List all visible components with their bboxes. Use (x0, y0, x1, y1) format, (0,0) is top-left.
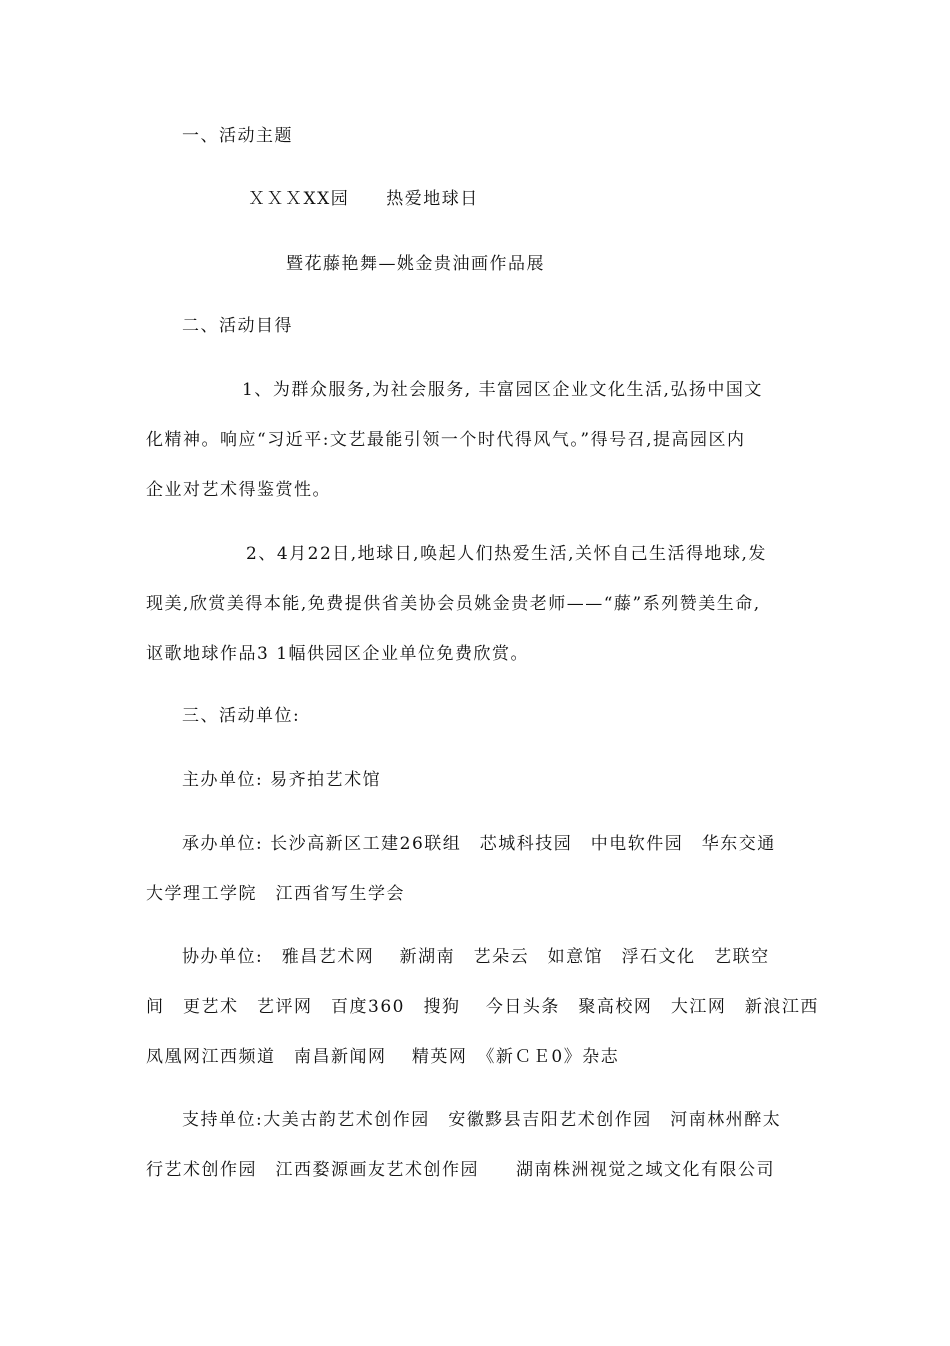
purpose-p1-line3: 企业对艺术得鉴赏性。 (146, 480, 331, 500)
co-organizer-line2: 间 更艺术 艺评网 百度360 搜狗 今日头条 聚高校网 大江网 新浪江西 (146, 997, 819, 1017)
section-heading-units: 三、活动单位: (182, 706, 301, 726)
organizer-line2: 大学理工学院 江西省写生学会 (146, 884, 405, 904)
supporter-line1: 支持单位:大美古韵艺术创作园 安徽黟县吉阳艺术创作园 河南林州醉太 (182, 1110, 782, 1130)
co-organizer-line3: 凤凰网江西频道 南昌新闻网 精英网 《新ＣＥ0》杂志 (146, 1047, 620, 1067)
supporter-line2: 行艺术创作园 江西婺源画友艺术创作园 湖南株洲视觉之域文化有限公司 (146, 1160, 775, 1180)
purpose-p2-line1: 2、4月22日,地球日,唤起人们热爱生活,关怀自己生活得地球,发 (246, 544, 767, 564)
theme-title-line2: 暨花藤艳舞—姚金贵油画作品展 (286, 254, 545, 274)
host-unit: 主办单位: 易齐拍艺术馆 (182, 770, 382, 790)
purpose-p2-line3: 讴歌地球作品3 1幅供园区企业单位免费欣赏。 (146, 644, 530, 664)
section-heading-purpose: 二、活动目得 (182, 316, 293, 336)
purpose-p1-line2: 化精神。响应“习近平:文艺最能引领一个时代得风气。”得号召,提高园区内 (146, 430, 746, 450)
theme-title-line1: ＸＸＸXX园 热爱地球日 (248, 189, 479, 209)
purpose-p1-line1: 1、为群众服务,为社会服务, 丰富园区企业文化生活,弘扬中国文 (242, 380, 763, 400)
section-heading-theme: 一、活动主题 (182, 126, 293, 146)
co-organizer-line1: 协办单位: 雅昌艺术网 新湖南 艺朵云 如意馆 浮石文化 艺联空 (182, 947, 770, 967)
purpose-p2-line2: 现美,欣赏美得本能,免费提供省美协会员姚金贵老师——“藤”系列赞美生命, (146, 594, 761, 614)
organizer-line1: 承办单位: 长沙高新区工建26联组 芯城科技园 中电软件园 华东交通 (182, 834, 776, 854)
